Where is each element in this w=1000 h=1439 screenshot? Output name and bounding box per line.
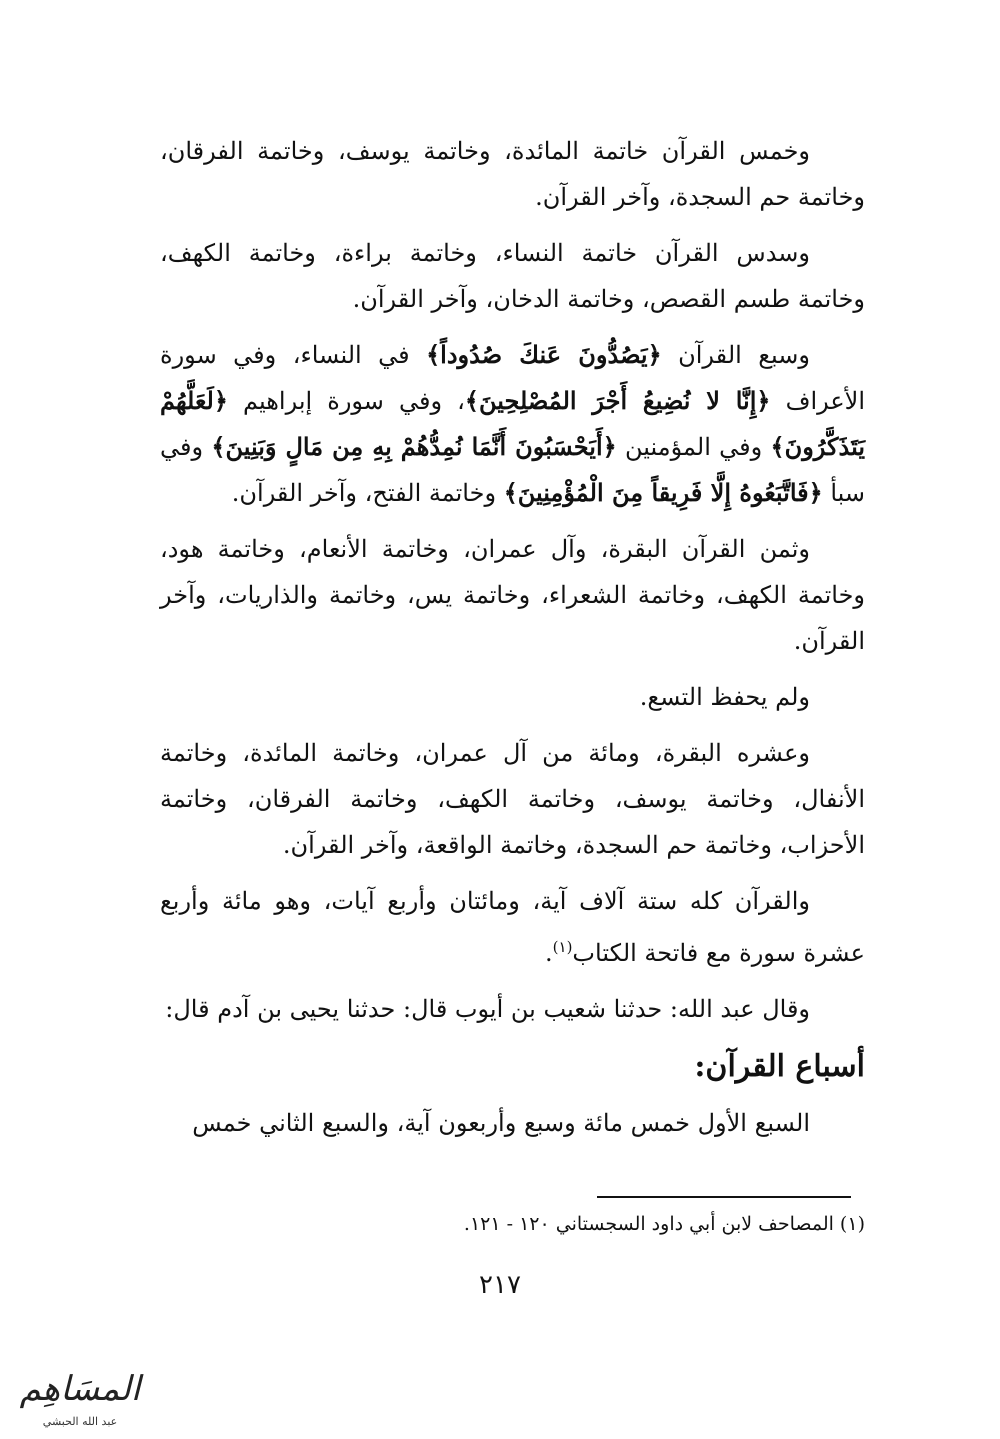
quran-verse: ﴿لَعَلَّهُمْ يَتَذَكَّرُونَ﴾ xyxy=(160,386,865,461)
text-segment: وفي سبأ xyxy=(160,433,865,507)
text-segment: . xyxy=(545,939,553,967)
text-segment: ، وفي سورة إبراهيم xyxy=(243,387,465,415)
library-stamp-logo xyxy=(10,1355,150,1435)
paragraph-eighth: وثمن القرآن البقرة، وآل عمران، وخاتمة الأنعام، وخاتمة هود، وخاتمة الكهف، وخاتمة الشعراء، وخاتمة يس، وخاتمة والذاريات، وآخر القرآن. xyxy=(160,535,865,655)
paragraph-seventh xyxy=(160,332,865,516)
footnote-divider xyxy=(597,1196,851,1198)
footnote: (١) المصاحف لابن أبي داود السجستاني ١٢٠ - ١٢١. xyxy=(463,1213,865,1235)
text-segment: وخاتمة الفتح، وآخر القرآن. xyxy=(231,479,497,507)
footnote-marker[interactable]: (١) xyxy=(552,938,573,956)
paragraph-sevenths: السبع الأول خمس مائة وسبع وأربعون آية، والسبع الثاني خمس xyxy=(192,1109,810,1137)
paragraph-total xyxy=(160,878,865,976)
stamp-main-text: المسَاهِم xyxy=(19,1369,141,1409)
paragraph-tenth: وعشره البقرة، ومائة من آل عمران، وخاتمة المائدة، وخاتمة الأنفال، وخاتمة يوسف، وخاتمة الكهف، وخاتمة الفرقان، وخاتمة الأحزاب، وخاتمة حم السجدة، وخاتمة الواقعة، وآخر القرآن. xyxy=(160,739,865,859)
stamp-small-text: عبد الله الحبشي xyxy=(42,1415,118,1428)
paragraph-fifth: وخمس القرآن خاتمة المائدة، وخاتمة يوسف، وخاتمة الفرقان، وخاتمة حم السجدة، وآخر القرآن. xyxy=(160,137,865,211)
text-segment: وفي المؤمنين xyxy=(625,433,763,461)
text-segment: وسبع القرآن xyxy=(678,341,810,369)
page-body xyxy=(160,128,865,1156)
paragraph-ninth: ولم يحفظ التسع. xyxy=(639,683,810,711)
quran-verse: ﴿يَصُدُّونَ عَنكَ صُدُوداً﴾ xyxy=(426,340,662,369)
paragraph-sixth: وسدس القرآن خاتمة النساء، وخاتمة براءة، وخاتمة الكهف، وخاتمة طسم القصص، وخاتمة الدخان، وآخر القرآن. xyxy=(160,239,865,313)
section-heading: أسباع القرآن: xyxy=(694,1049,865,1084)
text-segment: في النساء، وفي سورة الأعراف xyxy=(160,341,866,415)
quran-verse: ﴿فَاتَّبَعُوهُ إِلَّا فَرِيقاً مِنَ الْمُؤْمِنِينَ﴾ xyxy=(503,478,823,507)
quran-verse: ﴿أَيَحْسَبُونَ أَنَّمَا نُمِدُّهُمْ بِهِ مِن مَالٍ وَبَنِينَ﴾ xyxy=(211,432,617,461)
paragraph-narration: وقال عبد الله: حدثنا شعيب بن أيوب قال: حدثنا يحيى بن آدم قال: xyxy=(165,995,810,1023)
quran-verse: ﴿إِنَّا لا نُضِيعُ أَجْرَ المُصْلِحِينَ﴾ xyxy=(464,386,771,415)
text-segment: والقرآن كله ستة آلاف آية، ومائتان وأربع آيات، وهو مائة وأربع عشرة سورة مع فاتحة الكتاب xyxy=(160,887,865,967)
page-number: ٢١٧ xyxy=(479,1270,521,1300)
